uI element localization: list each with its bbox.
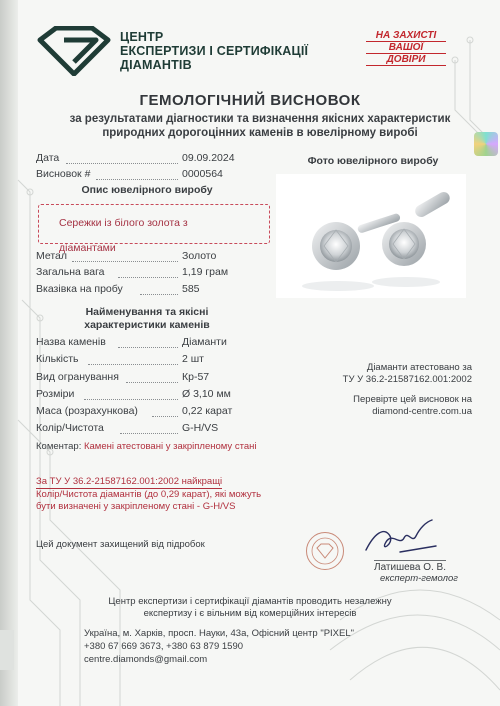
footer-line-1: Центр експертизи і сертифікації діамантів проводить незалежну [108, 596, 392, 607]
stones-heading-line-2: характеристики каменів [84, 319, 210, 331]
comment [36, 441, 256, 452]
stones-heading-line-1: Найменування та якісні [85, 306, 209, 318]
footer-statement [70, 596, 430, 620]
trust-stamp [366, 30, 446, 66]
note-line-2: Колір/Чистота діамантів (до 0,29 карат), які можуть [36, 489, 262, 500]
cut-value: Кр-57 [182, 371, 210, 383]
color-clarity-note [36, 476, 316, 513]
mass-value: 0,22 карат [182, 405, 233, 417]
hallmark-value: 585 [182, 283, 200, 295]
stamp-line-2: ВАШОЇ [366, 42, 446, 54]
verify-line-1: Перевірте цей висновок на [353, 394, 472, 405]
note-line-3: бути визначені у закріпленому стані - G-H/VS [36, 501, 236, 512]
anti-forgery-note: Цей документ захищений від підробок [36, 539, 205, 550]
earrings-image-icon [276, 174, 466, 298]
signature-icon [360, 516, 440, 560]
dimensions-value: Ø 3,10 мм [182, 388, 231, 400]
photo-heading: Фото ювелірного виробу [307, 155, 439, 167]
diamond-logo-icon [34, 26, 114, 76]
brand-line-3: ДІАМАНТІВ [120, 58, 192, 72]
comment-label: Коментар: [36, 441, 82, 452]
footer-phones: +380 67 669 3673, +380 63 879 1590 [84, 641, 244, 652]
attested-note [292, 362, 472, 386]
earring-right [382, 190, 452, 266]
hallmark-label: Вказівка на пробу [36, 283, 123, 295]
footer-line-2: експертизу і є вільним від комерційних інтересів [143, 608, 357, 619]
note-line-1: За ТУ У 36.2-21587162.001:2002 найкращі [36, 476, 223, 487]
signer-name: Латишева О. В. [374, 562, 446, 573]
stones-heading [36, 306, 258, 332]
dimensions-label: Розміри [36, 388, 75, 400]
stone-name-label: Назва каменів [36, 336, 106, 348]
subtitle-line-2: природних дорогоцінних каменів в ювелірному виробі [102, 127, 418, 139]
color-clarity-value: G-H/VS [182, 422, 219, 434]
mass-label: Маса (розрахункова) [36, 405, 138, 417]
conclusion-number-label: Висновок # [36, 168, 91, 180]
date-label: Дата [36, 152, 60, 164]
stamp-line-1: НА ЗАХИСТІ [366, 30, 446, 42]
color-clarity-label: Колір/Чистота [36, 422, 104, 434]
signer-role: експерт-гемолог [380, 573, 458, 584]
brand-line-1: ЦЕНТР [120, 30, 164, 44]
quantity-label: Кількість [36, 353, 79, 365]
description-line-2: діамантами [59, 242, 116, 254]
total-weight-label: Загальна вага [36, 266, 105, 278]
comment-value: Камені атестовані у закріпленому стані [83, 441, 257, 452]
document-subtitle [40, 112, 480, 140]
cut-label: Вид огранування [36, 371, 119, 383]
description-heading: Опис ювелірного виробу [81, 184, 213, 196]
brand-line-2: ЕКСПЕРТИЗИ І СЕРТИФІКАЦІЇ [120, 44, 309, 58]
subtitle-line-1: за результатами діагностики та визначення якісних характеристик [69, 113, 451, 125]
verify-note [292, 394, 472, 418]
footer-email[interactable]: centre.diamonds@gmail.com [84, 654, 208, 665]
document-title: ГЕМОЛОГІЧНИЙ ВИСНОВОК [139, 92, 361, 109]
stamp-line-3: ДОВІРИ [366, 54, 446, 66]
metal-label: Метал [36, 250, 68, 262]
total-weight-value: 1,19 грам [182, 266, 229, 278]
seal-icon [306, 532, 344, 570]
earrings-photo [276, 174, 466, 298]
date-value: 09.09.2024 [182, 152, 235, 164]
stone-name-value: Діаманти [182, 336, 227, 348]
footer-address: Україна, м. Харків, просп. Науки, 43а, Офісний центр "PIXEL" [84, 628, 355, 639]
metal-value: Золото [182, 250, 217, 262]
conclusion-number-value: 0000564 [182, 168, 223, 180]
attested-line-2: ТУ У 36.2-21587162.001:2002 [342, 374, 472, 385]
quantity-value: 2 шт [182, 353, 204, 365]
description-box [38, 204, 270, 254]
verify-link[interactable]: diamond-centre.com.ua [372, 406, 472, 417]
attested-line-1: Діаманти атестовано за [366, 362, 472, 373]
brand-name [120, 30, 308, 72]
description-line-1: Сережки із білого золота з [59, 217, 188, 229]
